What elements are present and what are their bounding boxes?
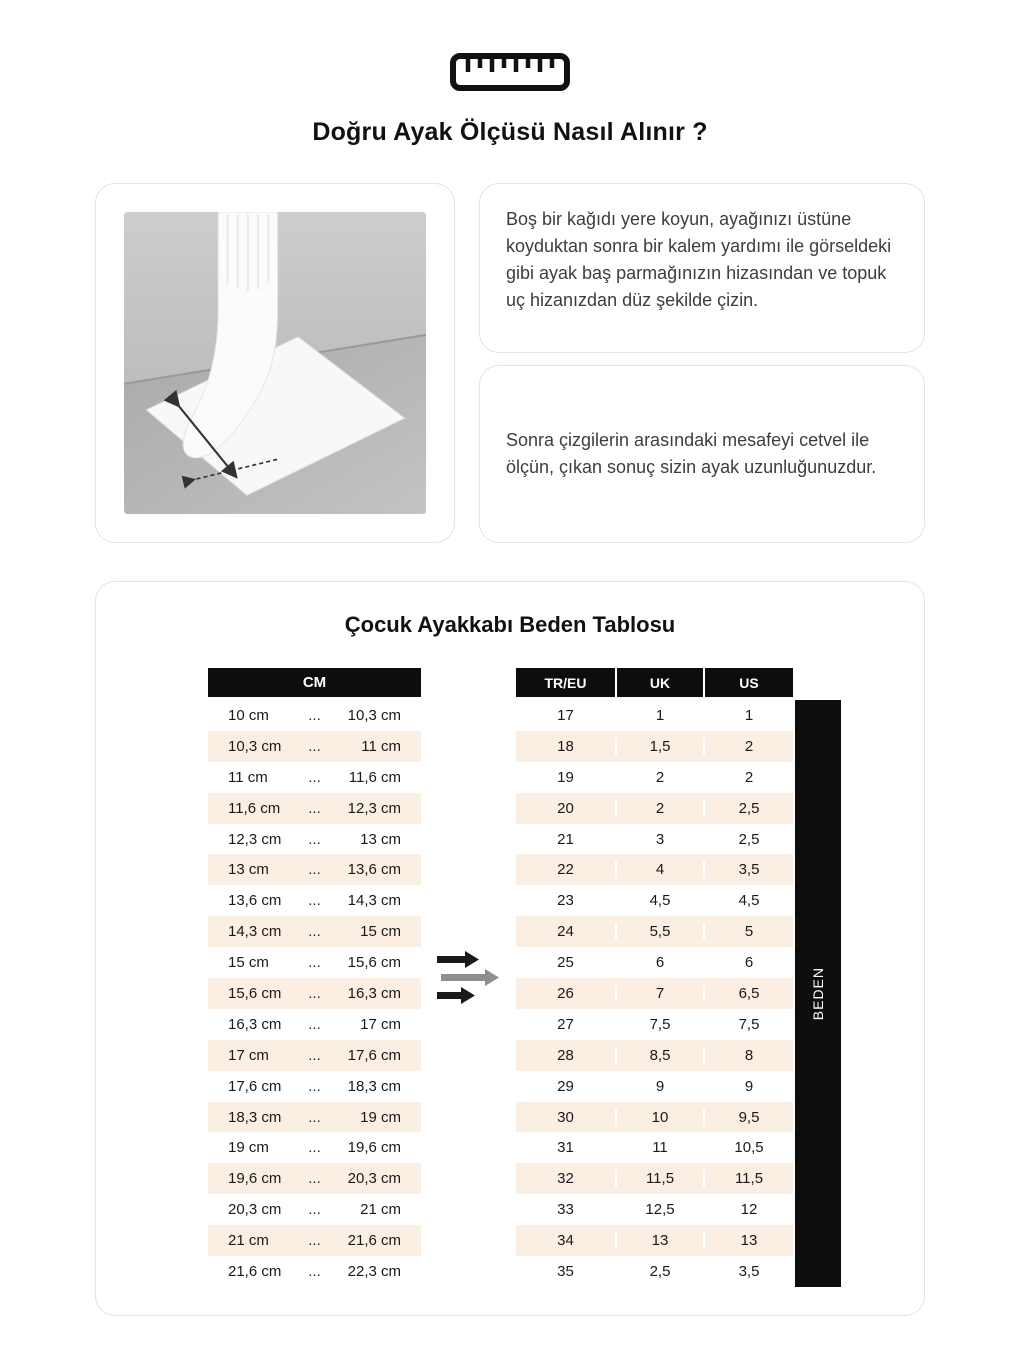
table-cell: 29: [557, 1077, 574, 1095]
header-uk: UK: [615, 668, 703, 697]
table-row: [516, 1225, 793, 1256]
table-row: [516, 1071, 793, 1102]
table-cell: 32: [557, 1170, 574, 1188]
table-cell: 10 cm: [228, 706, 269, 724]
table-cell: ...: [308, 1262, 321, 1280]
table-cell: 7,5: [615, 1016, 703, 1033]
table-cell: 11,6 cm: [228, 799, 281, 817]
table-cell: ...: [308, 954, 321, 972]
table-row: [516, 1194, 793, 1225]
table-cell: ...: [308, 923, 321, 941]
beden-side-label: BEDEN: [810, 966, 826, 1021]
table-cell: ...: [308, 706, 321, 724]
table-cell: 24: [557, 923, 574, 941]
table-cell: 4: [615, 861, 703, 878]
table-cell: 20,3 cm: [347, 1170, 401, 1188]
table-row: [516, 1163, 793, 1194]
table-cell: 3: [615, 831, 703, 848]
table-cell: ...: [308, 1108, 321, 1126]
instruction-cards: [479, 183, 925, 543]
table-cell: 18: [557, 737, 574, 755]
table-cell: ...: [308, 737, 321, 755]
table-cell: 17 cm: [228, 1046, 269, 1064]
table-cell: 1: [615, 707, 703, 724]
cm-table: [208, 668, 421, 1287]
table-row: [516, 854, 793, 885]
table-row: [208, 1009, 421, 1040]
table-cell: ...: [308, 799, 321, 817]
ruler-icon: [0, 0, 1020, 92]
table-cell: 6,5: [703, 985, 793, 1002]
table-row: [208, 731, 421, 762]
instruction-step1-text: Boş bir kağıdı yere koyun, ayağınızı üstüne koyduktan sonra bir kalem yardımı ile görseldeki gibi ayak baş parmağınızın hizasından ve topuk uç hizanızdan düz şekilde çizin.: [506, 209, 892, 310]
table-cell: 13 cm: [228, 861, 269, 879]
table-cell: 11,5: [615, 1170, 703, 1187]
table-cell: ...: [308, 1232, 321, 1250]
table-cell: 12,3 cm: [347, 799, 401, 817]
instructions-section: [95, 183, 925, 543]
table-row: [208, 1071, 421, 1102]
instruction-card-1: [479, 183, 925, 353]
table-cell: 20,3 cm: [228, 1201, 282, 1219]
table-cell: ...: [308, 1139, 321, 1157]
table-row: [208, 978, 421, 1009]
table-row: [516, 1256, 793, 1287]
table-row: [516, 1102, 793, 1133]
table-row: [208, 1163, 421, 1194]
table-cell: 11: [615, 1139, 703, 1156]
table-row: [516, 885, 793, 916]
table-cell: 2: [703, 769, 793, 786]
table-cell: 15,6 cm: [228, 984, 282, 1002]
table-row: [208, 1256, 421, 1287]
table-cell: 19 cm: [360, 1108, 401, 1126]
size-table-title: Çocuk Ayakkabı Beden Tablosu: [344, 612, 676, 637]
table-row: [516, 947, 793, 978]
table-cell: 7: [615, 985, 703, 1002]
table-cell: 3,5: [703, 1263, 793, 1280]
header-tr-eu: TR/EU: [516, 668, 615, 697]
table-cell: ...: [308, 1170, 321, 1188]
table-cell: 16,3 cm: [347, 984, 401, 1002]
table-cell: 5,5: [615, 923, 703, 940]
table-cell: 22: [557, 861, 574, 879]
table-row: [208, 793, 421, 824]
table-row: [516, 824, 793, 855]
table-cell: 19,6 cm: [347, 1139, 401, 1157]
table-cell: 11,5: [703, 1170, 793, 1187]
table-cell: 1,5: [615, 738, 703, 755]
table-row: [208, 916, 421, 947]
table-cell: 27: [557, 1015, 574, 1033]
transfer-arrows-icon: [421, 946, 516, 1010]
table-cell: 16,3 cm: [228, 1015, 282, 1033]
table-row: [208, 824, 421, 855]
table-cell: 13,6 cm: [228, 892, 282, 910]
table-cell: 8,5: [615, 1047, 703, 1064]
table-cell: 11 cm: [361, 737, 401, 755]
table-cell: 9: [703, 1078, 793, 1095]
table-cell: 6: [615, 954, 703, 971]
table-row: [208, 762, 421, 793]
table-cell: ...: [308, 1201, 321, 1219]
table-row: [516, 1132, 793, 1163]
table-cell: 15,6 cm: [347, 954, 401, 972]
table-cell: 21,6 cm: [347, 1232, 401, 1250]
table-cell: 12,3 cm: [228, 830, 282, 848]
table-cell: 35: [557, 1262, 574, 1280]
table-row: [516, 1040, 793, 1071]
table-cell: ...: [308, 1077, 321, 1095]
table-cell: 17: [557, 706, 574, 724]
table-cell: 15 cm: [360, 923, 401, 941]
table-cell: 11,6 cm: [348, 768, 401, 786]
table-cell: 5: [703, 923, 793, 940]
table-cell: 22,3 cm: [347, 1262, 401, 1280]
table-cell: 2: [703, 738, 793, 755]
table-cell: 25: [557, 954, 574, 972]
table-cell: 21: [557, 830, 574, 848]
table-cell: 11 cm: [228, 768, 268, 786]
header-us: US: [703, 668, 793, 697]
table-cell: 30: [557, 1108, 574, 1126]
table-cell: 10,3 cm: [347, 706, 401, 724]
table-cell: 9: [615, 1078, 703, 1095]
table-cell: 14,3 cm: [228, 923, 282, 941]
table-row: [516, 978, 793, 1009]
size-conversion-table: [516, 668, 793, 1287]
table-cell: 18,3 cm: [228, 1108, 282, 1126]
table-cell: 26: [557, 984, 574, 1002]
table-cell: 21 cm: [360, 1201, 401, 1219]
table-cell: 17 cm: [360, 1015, 401, 1033]
table-row: [208, 1132, 421, 1163]
table-cell: 18,3 cm: [347, 1077, 401, 1095]
table-cell: ...: [308, 1046, 321, 1064]
cm-table-body: [208, 700, 421, 1287]
table-row: [208, 947, 421, 978]
table-cell: 1: [703, 707, 793, 724]
size-table-body: [516, 700, 793, 1287]
table-row: [208, 1102, 421, 1133]
table-row: [516, 762, 793, 793]
size-table-card: [95, 581, 925, 1316]
table-cell: 17,6 cm: [228, 1077, 282, 1095]
table-cell: 28: [557, 1046, 574, 1064]
size-tables-row: [96, 668, 924, 1287]
table-cell: 4,5: [703, 892, 793, 909]
table-cell: 13,6 cm: [347, 861, 401, 879]
table-row: [516, 793, 793, 824]
table-row: [208, 1040, 421, 1071]
table-cell: ...: [308, 984, 321, 1002]
table-row: [208, 1225, 421, 1256]
table-cell: 19: [557, 768, 574, 786]
instruction-card-2: [479, 365, 925, 543]
table-cell: 7,5: [703, 1016, 793, 1033]
table-cell: 19,6 cm: [228, 1170, 282, 1188]
table-cell: 9,5: [703, 1109, 793, 1126]
table-cell: 33: [557, 1201, 574, 1219]
table-cell: 6: [703, 954, 793, 971]
table-cell: ...: [308, 861, 321, 879]
table-cell: 13: [703, 1232, 793, 1249]
table-row: [208, 700, 421, 731]
table-cell: ...: [308, 768, 321, 786]
table-cell: 21,6 cm: [228, 1262, 282, 1280]
foot-measurement-photo: [95, 183, 455, 543]
table-cell: 10,5: [703, 1139, 793, 1156]
table-cell: 12: [703, 1201, 793, 1218]
size-table-header-row: [516, 668, 793, 697]
table-cell: 21 cm: [228, 1232, 269, 1250]
table-row: [208, 885, 421, 916]
table-row: [208, 854, 421, 885]
table-cell: 2,5: [615, 1263, 703, 1280]
beden-side-bar: [795, 700, 841, 1287]
table-cell: 2: [615, 800, 703, 817]
table-row: [208, 1194, 421, 1225]
table-cell: 34: [557, 1232, 574, 1250]
cm-table-header: CM: [208, 668, 421, 697]
table-cell: 3,5: [703, 861, 793, 878]
table-cell: ...: [308, 892, 321, 910]
table-cell: ...: [308, 1015, 321, 1033]
table-cell: 2,5: [703, 800, 793, 817]
table-cell: 10,3 cm: [228, 737, 282, 755]
table-cell: 14,3 cm: [347, 892, 401, 910]
table-cell: 12,5: [615, 1201, 703, 1218]
table-cell: 31: [557, 1139, 574, 1157]
table-cell: 4,5: [615, 892, 703, 909]
table-cell: 13: [615, 1232, 703, 1249]
table-cell: 8: [703, 1047, 793, 1064]
table-cell: 10: [615, 1109, 703, 1126]
page-title: Doğru Ayak Ölçüsü Nasıl Alınır ?: [312, 118, 708, 146]
table-cell: 15 cm: [228, 954, 269, 972]
table-row: [516, 916, 793, 947]
table-cell: 2,5: [703, 831, 793, 848]
table-cell: 2: [615, 769, 703, 786]
table-row: [516, 1009, 793, 1040]
table-cell: 13 cm: [360, 830, 401, 848]
table-cell: ...: [308, 830, 321, 848]
table-cell: 20: [557, 799, 574, 817]
table-cell: 19 cm: [228, 1139, 269, 1157]
instruction-step2-text: Sonra çizgilerin arasındaki mesafeyi cetvel ile ölçün, çıkan sonuç sizin ayak uzunluğunuzdur.: [506, 430, 877, 477]
table-row: [516, 731, 793, 762]
table-row: [516, 700, 793, 731]
table-cell: 23: [557, 892, 574, 910]
table-cell: 17,6 cm: [347, 1046, 401, 1064]
